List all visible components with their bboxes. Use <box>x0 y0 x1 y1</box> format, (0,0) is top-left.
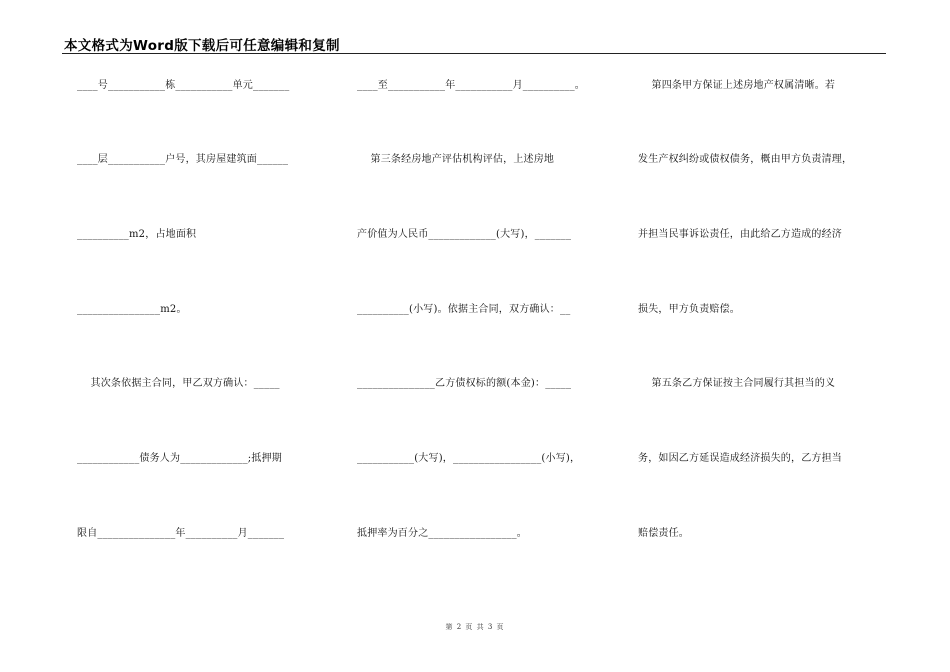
column-3-line-5: 第五条乙方保证按主合同履行其担当的义 <box>638 378 836 389</box>
column-1-line-5: 其次条依据主合同，甲乙双方确认：_____ <box>77 378 280 389</box>
column-1-line-6: ____________债务人为_____________;抵押期 <box>77 453 282 464</box>
column-1-line-2: ____层___________户号，其房屋建筑面______ <box>77 154 289 165</box>
column-2-line-7: 抵押率为百分之_________________。 <box>357 528 527 539</box>
column-3-line-3: 并担当民事诉讼责任，由此给乙方造成的经济 <box>638 229 842 240</box>
column-1-line-1: ____号___________栋___________单元_______ <box>77 80 290 91</box>
header-divider <box>62 53 886 54</box>
column-2-line-3: 产价值为人民币_____________(大写)，_______ <box>357 229 572 240</box>
column-2-line-6: ___________(大写)，_________________(小写)， <box>357 453 581 464</box>
page-number-footer: 第 2 页 共 3 页 <box>445 623 505 631</box>
column-2-line-1: ____至___________年___________月__________。 <box>357 80 585 91</box>
column-2-line-5: _______________乙方债权标的额(本金)：_____ <box>357 378 572 389</box>
column-3-line-6: 务，如因乙方延误造成经济损失的，乙方担当 <box>638 453 842 464</box>
column-1-line-7: 限自_______________年__________月_______ <box>77 528 285 539</box>
column-3-line-7: 赔偿责任。 <box>638 528 689 539</box>
column-3-line-2: 发生产权纠纷或债权债务，概由甲方负责清理， <box>638 154 853 165</box>
column-2-line-2: 第三条经房地产评估机构评估，上述房地 <box>357 154 555 165</box>
column-3-line-4: 损失，甲方负责赔偿。 <box>638 304 740 315</box>
column-3-line-1: 第四条甲方保证上述房地产权属清晰。若 <box>638 80 836 91</box>
column-1-line-4: ________________m2。 <box>77 304 187 315</box>
document-header-title: 本文格式为Word版下载后可任意编辑和复制 <box>64 38 340 54</box>
column-2-line-4: __________(小写)。依据主合同，双方确认：__ <box>357 304 571 315</box>
column-1-line-3: __________m2，占地面积 <box>77 229 197 240</box>
